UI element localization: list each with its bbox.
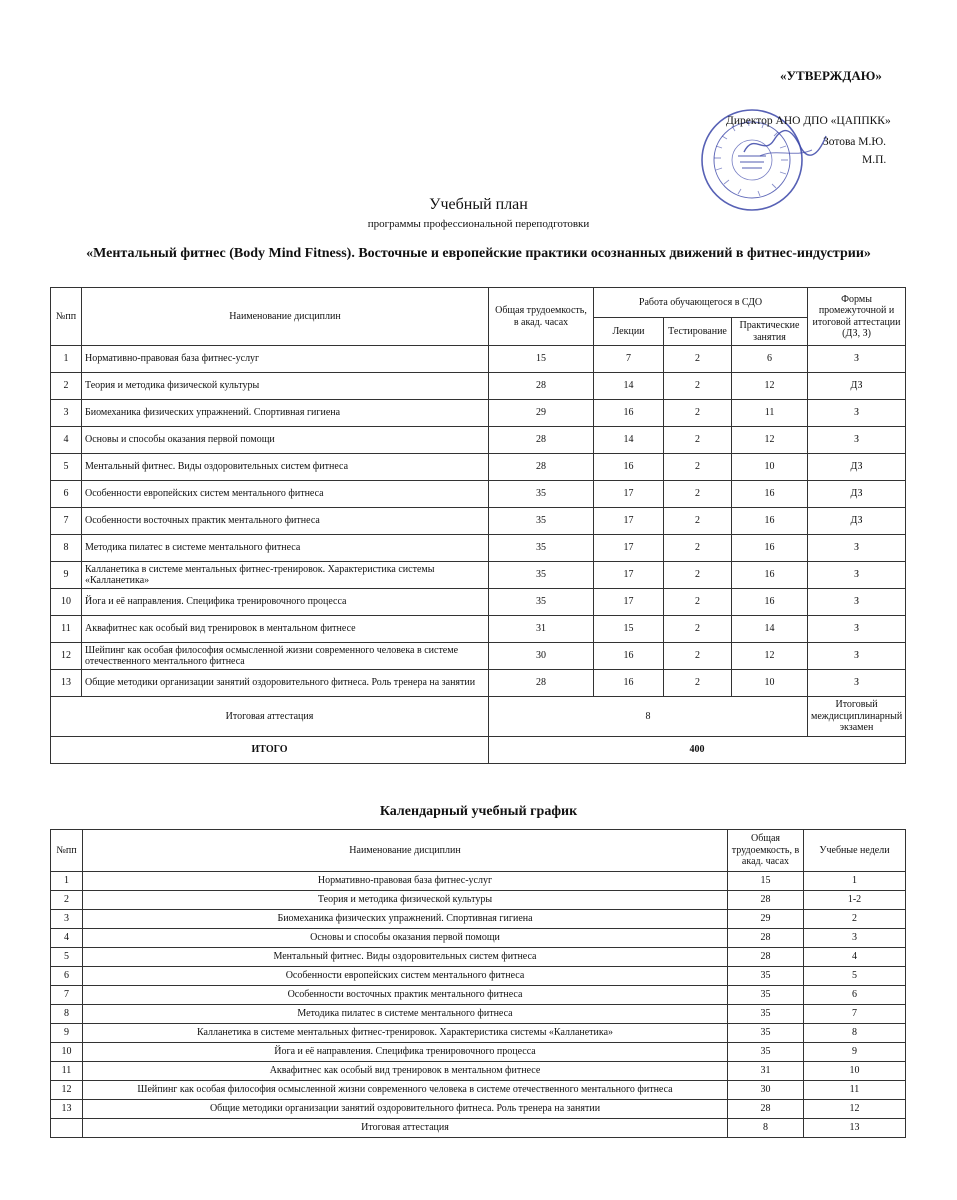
cell-testing: 2 [664, 616, 732, 643]
cell-num: 7 [51, 986, 83, 1005]
cell-testing: 2 [664, 508, 732, 535]
cell-name: Шейпинг как особая философия осмысленной жизни современного человека в системе отечественного ментального фитнеса [82, 643, 489, 670]
cell-weeks: 8 [804, 1024, 906, 1043]
cell-total: 35 [728, 986, 804, 1005]
cell-practice: 16 [732, 481, 808, 508]
cell-total: 35 [489, 508, 594, 535]
cell-total: 30 [728, 1081, 804, 1100]
cell-num: 6 [51, 967, 83, 986]
schedule-title: Календарный учебный график [379, 804, 578, 819]
cell-lectures: 17 [594, 535, 664, 562]
cell-weeks: 2 [804, 910, 906, 929]
cell-total: 15 [728, 872, 804, 891]
cell-form: З [808, 427, 906, 454]
cell-testing: 2 [664, 670, 732, 697]
cell-name: Калланетика в системе ментальных фитнес-тренировок. Характеристика системы «Калланетика» [83, 1024, 728, 1043]
sched-header-name: Наименование дисциплин [83, 830, 728, 872]
cell-name: Йога и её направления. Специфика тренировочного процесса [82, 589, 489, 616]
cell-form: З [808, 589, 906, 616]
cell-form: ДЗ [808, 454, 906, 481]
cell-total: 35 [728, 1024, 804, 1043]
table-row [51, 481, 906, 508]
col-header-total: Общая трудоемкость, в акад. часах [489, 288, 594, 346]
table-row [51, 929, 906, 948]
cell-lectures: 17 [594, 589, 664, 616]
cell-testing: 2 [664, 535, 732, 562]
final-attestation-form: Итоговый междисциплинарный экзамен [808, 697, 906, 737]
table-row [51, 427, 906, 454]
cell-total: 28 [728, 929, 804, 948]
grand-total-label: ИТОГО [51, 737, 489, 764]
table-row [51, 1043, 906, 1062]
cell-name: Нормативно-правовая база фитнес-услуг [82, 346, 489, 373]
cell-name: Общие методики организации занятий оздоровительного фитнеса. Роль тренера на занятии [82, 670, 489, 697]
cell-total: 31 [728, 1062, 804, 1081]
cell-num: 9 [51, 562, 82, 589]
final-attestation-hours: 8 [489, 697, 808, 737]
cell-num: 11 [51, 616, 82, 643]
cell-name: Шейпинг как особая философия осмысленной жизни современного человека в системе отечественного ментального фитнеса [83, 1081, 728, 1100]
cell-name: Методика пилатес в системе ментального фитнеса [82, 535, 489, 562]
cell-name: Ментальный фитнес. Виды оздоровительных систем фитнеса [83, 948, 728, 967]
program-name: «Ментальный фитнес (Body Mind Fitness). Восточные и европейские практики осознанных движений в фитнес-индустрии» [86, 246, 871, 261]
cell-testing: 2 [664, 346, 732, 373]
cell-practice: 12 [732, 373, 808, 400]
cell-total: 35 [489, 481, 594, 508]
col-header-lectures: Лекции [594, 318, 664, 346]
table-row [51, 872, 906, 891]
cell-form: З [808, 643, 906, 670]
cell-weeks: 11 [804, 1081, 906, 1100]
cell-weeks: 13 [804, 1119, 906, 1138]
cell-name: Основы и способы оказания первой помощи [82, 427, 489, 454]
cell-total: 35 [728, 1043, 804, 1062]
sched-header-num: №пп [51, 830, 83, 872]
cell-weeks: 1-2 [804, 891, 906, 910]
cell-testing: 2 [664, 373, 732, 400]
col-header-name: Наименование дисциплин [82, 288, 489, 346]
cell-name: Биомеханика физических упражнений. Спортивная гигиена [82, 400, 489, 427]
cell-practice: 6 [732, 346, 808, 373]
cell-total: 15 [489, 346, 594, 373]
cell-form: ДЗ [808, 481, 906, 508]
table-row [51, 508, 906, 535]
cell-testing: 2 [664, 481, 732, 508]
col-header-forms: Формы промежуточной и итоговой аттестации (ДЗ, З) [808, 288, 906, 346]
cell-total: 28 [728, 1100, 804, 1119]
table-row [51, 643, 906, 670]
cell-testing: 2 [664, 562, 732, 589]
cell-total: 8 [728, 1119, 804, 1138]
cell-weeks: 3 [804, 929, 906, 948]
signature-icon [740, 126, 830, 162]
cell-form: З [808, 535, 906, 562]
cell-name: Особенности восточных практик ментального фитнеса [82, 508, 489, 535]
cell-lectures: 14 [594, 427, 664, 454]
cell-num: 8 [51, 535, 82, 562]
cell-num: 7 [51, 508, 82, 535]
final-attestation-label: Итоговая аттестация [51, 697, 489, 737]
cell-num: 1 [51, 872, 83, 891]
cell-name: Методика пилатес в системе ментального фитнеса [83, 1005, 728, 1024]
table-row [51, 891, 906, 910]
cell-form: З [808, 670, 906, 697]
cell-weeks: 4 [804, 948, 906, 967]
cell-total: 29 [489, 400, 594, 427]
cell-weeks: 9 [804, 1043, 906, 1062]
table-row [51, 589, 906, 616]
cell-num: 5 [51, 454, 82, 481]
cell-num: 11 [51, 1062, 83, 1081]
cell-testing: 2 [664, 400, 732, 427]
signer-name: Зотова М.Ю. [823, 136, 887, 148]
cell-name: Нормативно-правовая база фитнес-услуг [83, 872, 728, 891]
cell-weeks: 10 [804, 1062, 906, 1081]
cell-form: ДЗ [808, 373, 906, 400]
cell-name: Особенности европейских систем ментального фитнеса [83, 967, 728, 986]
cell-total: 28 [489, 373, 594, 400]
cell-weeks: 12 [804, 1100, 906, 1119]
cell-lectures: 16 [594, 454, 664, 481]
cell-total: 28 [728, 891, 804, 910]
table-row [51, 346, 906, 373]
table-row [51, 670, 906, 697]
table-row [51, 616, 906, 643]
document-title: Учебный план [429, 196, 528, 213]
table-row [51, 373, 906, 400]
cell-name: Ментальный фитнес. Виды оздоровительных систем фитнеса [82, 454, 489, 481]
cell-num: 12 [51, 1081, 83, 1100]
document-subtitle: программы профессиональной переподготовки [367, 218, 590, 230]
cell-practice: 12 [732, 643, 808, 670]
cell-num: 3 [51, 910, 83, 929]
cell-lectures: 17 [594, 562, 664, 589]
cell-total: 35 [489, 589, 594, 616]
cell-total: 35 [728, 1005, 804, 1024]
cell-lectures: 14 [594, 373, 664, 400]
cell-practice: 16 [732, 589, 808, 616]
cell-total: 31 [489, 616, 594, 643]
table-row [51, 1100, 906, 1119]
cell-name: Биомеханика физических упражнений. Спортивная гигиена [83, 910, 728, 929]
grand-total-hours: 400 [489, 737, 906, 764]
col-header-practice: Практические занятия [732, 318, 808, 346]
table-row [51, 1024, 906, 1043]
cell-num: 10 [51, 1043, 83, 1062]
cell-testing: 2 [664, 643, 732, 670]
table-row [51, 535, 906, 562]
cell-weeks: 5 [804, 967, 906, 986]
cell-name: Йога и её направления. Специфика тренировочного процесса [83, 1043, 728, 1062]
cell-num: 5 [51, 948, 83, 967]
director-line: Директор АНО ДПО «ЦАППКК» [726, 115, 891, 127]
cell-form: ДЗ [808, 508, 906, 535]
col-header-testing: Тестирование [664, 318, 732, 346]
cell-name: Особенности европейских систем ментального фитнеса [82, 481, 489, 508]
cell-form: З [808, 400, 906, 427]
cell-practice: 11 [732, 400, 808, 427]
cell-total: 30 [489, 643, 594, 670]
cell-name: Теория и методика физической культуры [82, 373, 489, 400]
cell-num: 3 [51, 400, 82, 427]
cell-weeks: 6 [804, 986, 906, 1005]
cell-name: Теория и методика физической культуры [83, 891, 728, 910]
cell-form: З [808, 562, 906, 589]
schedule-table [50, 829, 906, 1138]
col-header-num: №пп [51, 288, 82, 346]
cell-practice: 14 [732, 616, 808, 643]
cell-num: 8 [51, 1005, 83, 1024]
cell-num [51, 1119, 83, 1138]
cell-practice: 12 [732, 427, 808, 454]
cell-num: 2 [51, 891, 83, 910]
table-row [51, 1062, 906, 1081]
table-row [51, 948, 906, 967]
table-row [51, 1005, 906, 1024]
cell-total: 35 [489, 562, 594, 589]
cell-total: 29 [728, 910, 804, 929]
cell-name: Аквафитнес как особый вид тренировок в ментальном фитнесе [82, 616, 489, 643]
cell-practice: 16 [732, 508, 808, 535]
cell-name: Калланетика в системе ментальных фитнес-тренировок. Характеристика системы «Калланетика» [82, 562, 489, 589]
cell-total: 28 [728, 948, 804, 967]
cell-total: 28 [489, 427, 594, 454]
cell-name: Основы и способы оказания первой помощи [83, 929, 728, 948]
cell-num: 6 [51, 481, 82, 508]
sched-header-weeks: Учебные недели [804, 830, 906, 872]
table-row [51, 986, 906, 1005]
cell-num: 13 [51, 1100, 83, 1119]
cell-total: 35 [728, 967, 804, 986]
cell-total: 28 [489, 454, 594, 481]
cell-lectures: 17 [594, 508, 664, 535]
cell-practice: 16 [732, 562, 808, 589]
cell-name: Итоговая аттестация [83, 1119, 728, 1138]
cell-weeks: 7 [804, 1005, 906, 1024]
cell-num: 13 [51, 670, 82, 697]
cell-practice: 16 [732, 535, 808, 562]
cell-lectures: 7 [594, 346, 664, 373]
cell-weeks: 1 [804, 872, 906, 891]
cell-lectures: 16 [594, 670, 664, 697]
cell-testing: 2 [664, 427, 732, 454]
cell-lectures: 16 [594, 400, 664, 427]
cell-num: 1 [51, 346, 82, 373]
cell-num: 9 [51, 1024, 83, 1043]
cell-name: Аквафитнес как особый вид тренировок в ментальном фитнесе [83, 1062, 728, 1081]
cell-total: 35 [489, 535, 594, 562]
mp-label: М.П. [862, 154, 887, 166]
cell-name: Общие методики организации занятий оздоровительного фитнеса. Роль тренера на занятии [83, 1100, 728, 1119]
table-row [51, 1081, 906, 1100]
table-row [51, 910, 906, 929]
curriculum-table [50, 287, 906, 764]
cell-lectures: 15 [594, 616, 664, 643]
cell-testing: 2 [664, 589, 732, 616]
cell-practice: 10 [732, 670, 808, 697]
cell-form: З [808, 616, 906, 643]
sched-header-total: Общая трудоемкость, в акад. часах [728, 830, 804, 872]
cell-lectures: 17 [594, 481, 664, 508]
cell-num: 12 [51, 643, 82, 670]
table-row [51, 400, 906, 427]
cell-lectures: 16 [594, 643, 664, 670]
cell-testing: 2 [664, 454, 732, 481]
cell-total: 28 [489, 670, 594, 697]
approve-label: «УТВЕРЖДАЮ» [780, 68, 882, 83]
cell-name: Особенности восточных практик ментального фитнеса [83, 986, 728, 1005]
cell-practice: 10 [732, 454, 808, 481]
cell-form: З [808, 346, 906, 373]
cell-num: 2 [51, 373, 82, 400]
table-row [51, 1119, 906, 1138]
table-row [51, 967, 906, 986]
cell-num: 10 [51, 589, 82, 616]
col-header-work-group: Работа обучающегося в СДО [594, 288, 808, 318]
cell-num: 4 [51, 427, 82, 454]
table-row [51, 454, 906, 481]
cell-num: 4 [51, 929, 83, 948]
table-row [51, 562, 906, 589]
